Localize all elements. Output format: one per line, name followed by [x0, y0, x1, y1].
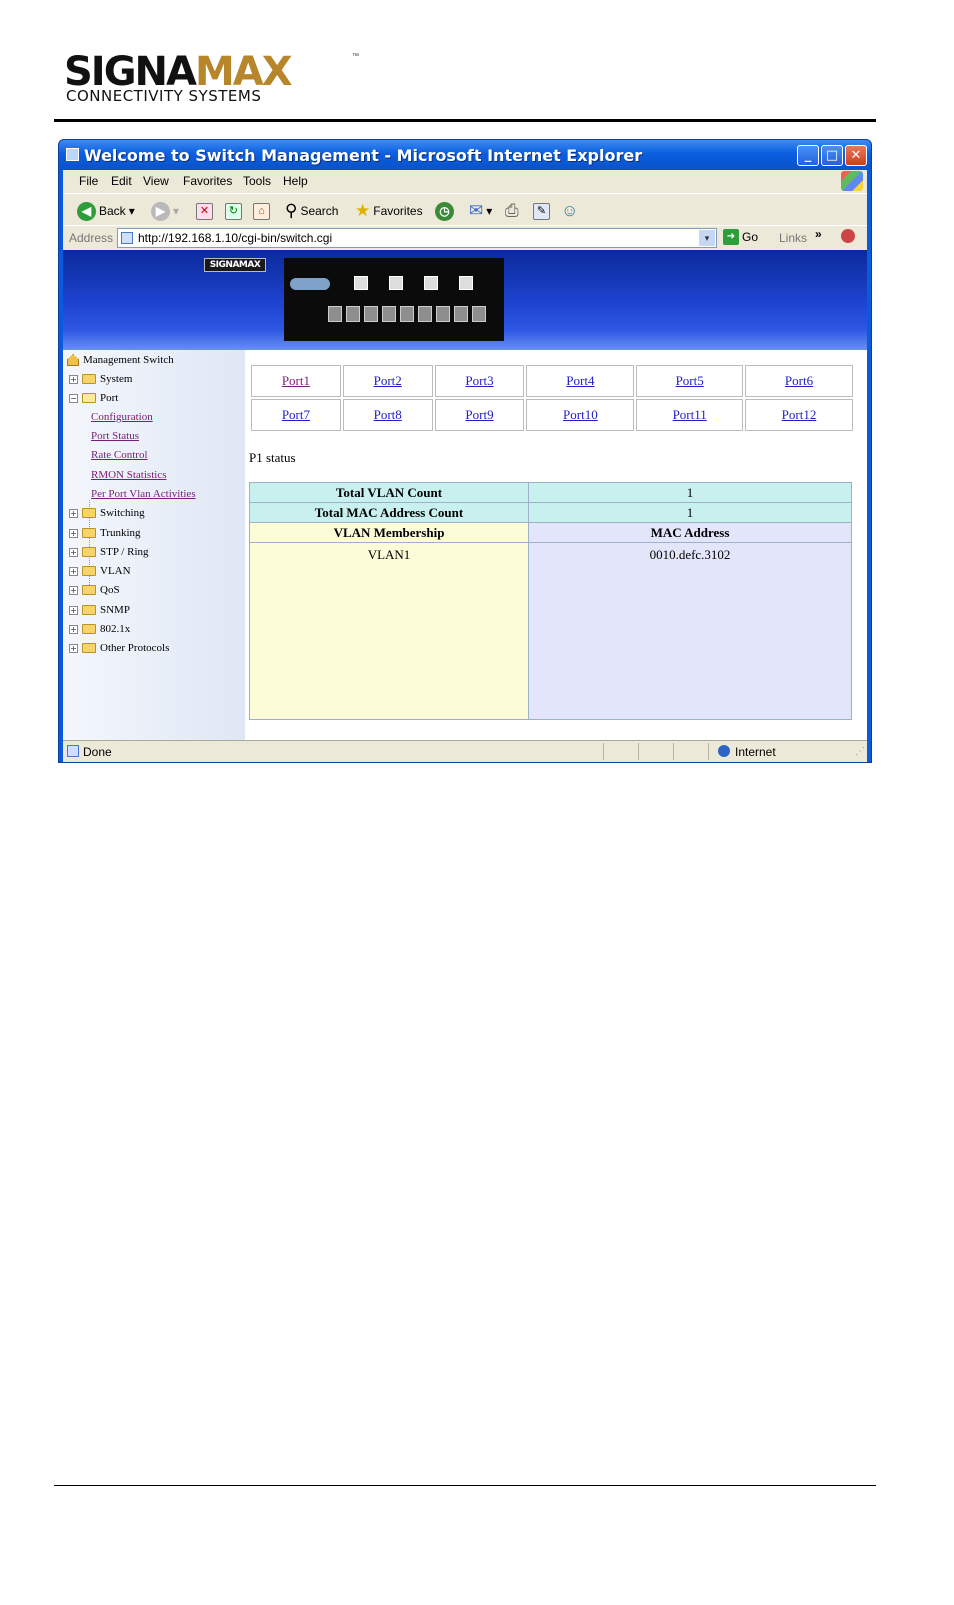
- browser-window: [58, 139, 872, 763]
- logo-part-signa: SIGNA: [64, 49, 195, 95]
- tree-child-port-status[interactable]: [91, 428, 139, 444]
- table-row: [250, 483, 852, 503]
- menu-tools[interactable]: Tools: [243, 174, 272, 188]
- security-zone-label: Internet: [735, 745, 776, 759]
- rj45-port: [400, 306, 414, 322]
- rj45-port: [472, 306, 486, 322]
- console-port: [290, 278, 330, 290]
- port-link-1[interactable]: Port1: [281, 373, 310, 388]
- table-row: [250, 503, 852, 523]
- tree-item-label: 802.1x: [100, 623, 131, 635]
- menu-edit[interactable]: Edit: [111, 174, 132, 188]
- port-cell: [343, 365, 433, 397]
- expand-icon[interactable]: +: [70, 508, 77, 518]
- folder-icon: [82, 624, 96, 634]
- stop-button[interactable]: [196, 200, 213, 222]
- standard-toolbar: [63, 193, 867, 225]
- expand-icon[interactable]: +: [70, 528, 77, 538]
- port-cell: [435, 399, 525, 431]
- mail-dropdown-icon[interactable]: ▾: [486, 204, 493, 218]
- folder-icon: [82, 508, 96, 518]
- rj45-port: [382, 306, 396, 322]
- rj45-port: [364, 306, 378, 322]
- footer-rule: [54, 1485, 876, 1486]
- refresh-icon: ↻: [225, 203, 242, 220]
- status-divider: [708, 743, 709, 760]
- tree-item-stp-ring[interactable]: [69, 544, 149, 560]
- search-button[interactable]: [285, 200, 338, 222]
- folder-icon: [82, 547, 96, 557]
- rj45-port: [454, 306, 468, 322]
- port-link-11[interactable]: Port11: [672, 407, 707, 422]
- home-button[interactable]: [253, 200, 270, 222]
- tree-child-label[interactable]: Per Port Vlan Activities: [91, 488, 196, 500]
- port-row: [251, 365, 853, 397]
- tree-child-label[interactable]: Configuration: [91, 411, 153, 423]
- expand-icon[interactable]: +: [70, 566, 77, 576]
- menu-file[interactable]: File: [79, 174, 99, 188]
- logo-trademark: ™: [352, 53, 359, 60]
- banner-brand-logo: SIGNAMAX: [204, 258, 266, 272]
- fiber-port: [354, 276, 368, 290]
- print-icon: ⎙: [505, 201, 519, 220]
- tree-item-snmp[interactable]: [69, 602, 130, 618]
- go-button[interactable]: [723, 229, 758, 245]
- expand-icon[interactable]: +: [70, 585, 77, 595]
- logo-tagline: CONNECTIVITY SYSTEMS: [66, 87, 262, 105]
- go-label: Go: [742, 230, 759, 244]
- search-label: Search: [300, 204, 339, 218]
- refresh-button[interactable]: [225, 200, 242, 222]
- minimize-button[interactable]: _: [797, 145, 819, 166]
- fiber-port: [389, 276, 403, 290]
- status-divider: [603, 743, 604, 760]
- tree-item-label: Switching: [100, 507, 145, 519]
- tree-item-label: Port: [100, 392, 119, 404]
- mac-address-header: MAC Address: [529, 523, 852, 543]
- tree-child-rmon-statistics[interactable]: [91, 467, 166, 483]
- switch-banner: [63, 250, 867, 350]
- stop-icon: ✕: [196, 203, 213, 220]
- port-cell: [526, 399, 634, 431]
- tree-item-label: Other Protocols: [100, 642, 170, 654]
- expand-icon[interactable]: +: [70, 643, 77, 653]
- expand-icon[interactable]: +: [70, 547, 77, 557]
- resize-grip-icon[interactable]: ⋰: [855, 746, 865, 757]
- port-link-7[interactable]: Port7: [281, 407, 310, 422]
- port-status-title: P1 status: [249, 450, 296, 465]
- tree-item-label: Trunking: [100, 527, 141, 539]
- tree-item-8021x[interactable]: [69, 621, 130, 637]
- port-cell: [745, 399, 853, 431]
- table-row: [250, 543, 852, 720]
- status-divider: [638, 743, 639, 760]
- address-url[interactable]: http://192.168.1.10/cgi-bin/switch.cgi: [138, 231, 333, 245]
- go-arrow-icon: ➜: [723, 229, 739, 245]
- port-link-10[interactable]: Port10: [563, 407, 598, 422]
- ie-window-icon: [66, 148, 79, 161]
- address-dropdown-icon[interactable]: ▾: [699, 230, 715, 246]
- tree-root[interactable]: [67, 352, 174, 368]
- address-input[interactable]: [117, 228, 717, 248]
- mail-icon: ✉: [469, 201, 484, 220]
- port-cell: [526, 365, 634, 397]
- menu-view[interactable]: View: [143, 174, 169, 188]
- collapse-icon[interactable]: −: [70, 393, 77, 403]
- home-icon: [67, 354, 79, 366]
- forward-dropdown-icon[interactable]: ▾: [173, 204, 180, 218]
- port-selector-table: [249, 363, 855, 433]
- toolbar-extras-icon[interactable]: [841, 229, 855, 243]
- tree-item-qos[interactable]: [69, 582, 120, 598]
- page-done-icon: [67, 745, 79, 757]
- port-cell: [251, 365, 341, 397]
- mail-button[interactable]: [469, 200, 492, 222]
- messenger-button[interactable]: [561, 200, 578, 222]
- port-cell: [343, 399, 433, 431]
- links-chevron-icon[interactable]: »: [815, 227, 822, 241]
- port-cell: [636, 399, 743, 431]
- page-content: [63, 250, 867, 740]
- port-link-8[interactable]: Port8: [373, 407, 402, 422]
- tree-item-switching[interactable]: [69, 505, 145, 521]
- page-icon: [121, 232, 133, 244]
- windows-flag-icon: [841, 171, 863, 191]
- tree-item-port[interactable]: [69, 390, 118, 406]
- tree-child-label[interactable]: Rate Control: [91, 449, 148, 461]
- back-icon: ◀: [77, 202, 96, 221]
- vlan-membership-header: VLAN Membership: [250, 523, 529, 543]
- expand-icon[interactable]: +: [70, 624, 77, 634]
- title-bar[interactable]: [59, 140, 871, 170]
- port-link-2[interactable]: Port2: [373, 373, 402, 388]
- tree-child-label[interactable]: Port Status: [91, 430, 139, 442]
- tree-item-trunking[interactable]: [69, 525, 141, 541]
- window-title: Welcome to Switch Management - Microsoft Internet Explorer: [84, 146, 643, 165]
- tree-child-configuration[interactable]: [91, 409, 153, 425]
- header-rule: [54, 119, 876, 122]
- expand-icon[interactable]: +: [70, 605, 77, 615]
- total-mac-count-value: 1: [529, 503, 852, 523]
- rj45-port: [418, 306, 432, 322]
- status-text: Done: [83, 745, 112, 759]
- total-vlan-count-value: 1: [529, 483, 852, 503]
- expand-icon[interactable]: +: [70, 374, 77, 384]
- total-vlan-count-label: Total VLAN Count: [250, 483, 529, 503]
- favorites-icon: ★: [355, 201, 371, 220]
- edit-button[interactable]: [533, 200, 550, 222]
- port-link-9[interactable]: Port9: [465, 407, 494, 422]
- port-link-3[interactable]: Port3: [465, 373, 494, 388]
- port-link-6[interactable]: Port6: [784, 373, 814, 388]
- maximize-button[interactable]: □: [821, 145, 843, 166]
- port-link-12[interactable]: Port12: [781, 407, 817, 422]
- tree-child-per-port-vlan[interactable]: [91, 486, 196, 502]
- address-label: Address: [69, 231, 114, 245]
- port-link-4[interactable]: Port4: [566, 373, 595, 388]
- tree-child-label[interactable]: RMON Statistics: [91, 469, 167, 481]
- signamax-logo: [64, 50, 364, 110]
- tree-item-label: STP / Ring: [100, 546, 149, 558]
- tree-root-label: Management Switch: [83, 354, 174, 366]
- port-link-5[interactable]: Port5: [675, 373, 704, 388]
- mac-address-value: 0010.defc.3102: [529, 543, 852, 720]
- print-button[interactable]: [505, 200, 519, 222]
- tree-item-system[interactable]: [69, 371, 132, 387]
- tree-item-vlan[interactable]: [69, 563, 131, 579]
- navigation-tree: [63, 350, 245, 740]
- history-icon: ◷: [435, 202, 454, 221]
- port-status-table: [249, 482, 852, 720]
- rj45-port: [346, 306, 360, 322]
- menu-bar: [63, 170, 867, 193]
- favorites-button[interactable]: [355, 200, 423, 222]
- folder-icon: [82, 566, 96, 576]
- logo-part-max: MAX: [194, 49, 291, 95]
- close-button[interactable]: ✕: [845, 145, 867, 166]
- folder-icon: [82, 605, 96, 615]
- back-dropdown-icon[interactable]: ▾: [128, 204, 135, 218]
- rj45-port: [436, 306, 450, 322]
- search-icon: ⚲: [285, 201, 298, 220]
- history-button[interactable]: [435, 200, 454, 222]
- back-button[interactable]: [77, 200, 135, 222]
- fiber-port: [459, 276, 473, 290]
- internet-zone-icon: [718, 745, 730, 757]
- menu-help[interactable]: Help: [283, 174, 308, 188]
- tree-item-label: QoS: [100, 584, 120, 596]
- links-label[interactable]: Links: [779, 231, 808, 245]
- switch-front-panel-image: [284, 258, 504, 341]
- tree-item-label: System: [100, 373, 133, 385]
- port-cell: [636, 365, 743, 397]
- port-cell: [435, 365, 525, 397]
- folder-icon: [82, 585, 96, 595]
- status-divider: [673, 743, 674, 760]
- back-label: Back: [99, 204, 126, 218]
- port-cell: [745, 365, 853, 397]
- folder-icon: [82, 643, 96, 653]
- forward-button[interactable]: [151, 200, 179, 222]
- tree-item-label: VLAN: [100, 565, 131, 577]
- tree-child-rate-control[interactable]: [91, 447, 148, 463]
- port-row: [251, 399, 853, 431]
- favorites-label: Favorites: [373, 204, 423, 218]
- port-cell: [251, 399, 341, 431]
- edit-icon: ✎: [533, 203, 550, 220]
- menu-favorites[interactable]: Favorites: [183, 174, 233, 188]
- folder-icon: [82, 374, 96, 384]
- tree-item-label: SNMP: [100, 604, 130, 616]
- home-icon: ⌂: [253, 203, 270, 220]
- vlan-membership-value: VLAN1: [250, 543, 529, 720]
- status-bar: [63, 740, 867, 762]
- table-row: [250, 523, 852, 543]
- tree-item-other-protocols[interactable]: [69, 640, 169, 656]
- total-mac-count-label: Total MAC Address Count: [250, 503, 529, 523]
- folder-icon: [82, 528, 96, 538]
- folder-open-icon: [82, 393, 96, 403]
- rj45-port: [328, 306, 342, 322]
- forward-icon: ▶: [151, 202, 170, 221]
- address-bar: [63, 225, 867, 250]
- fiber-port: [424, 276, 438, 290]
- messenger-icon: ☺: [561, 201, 579, 220]
